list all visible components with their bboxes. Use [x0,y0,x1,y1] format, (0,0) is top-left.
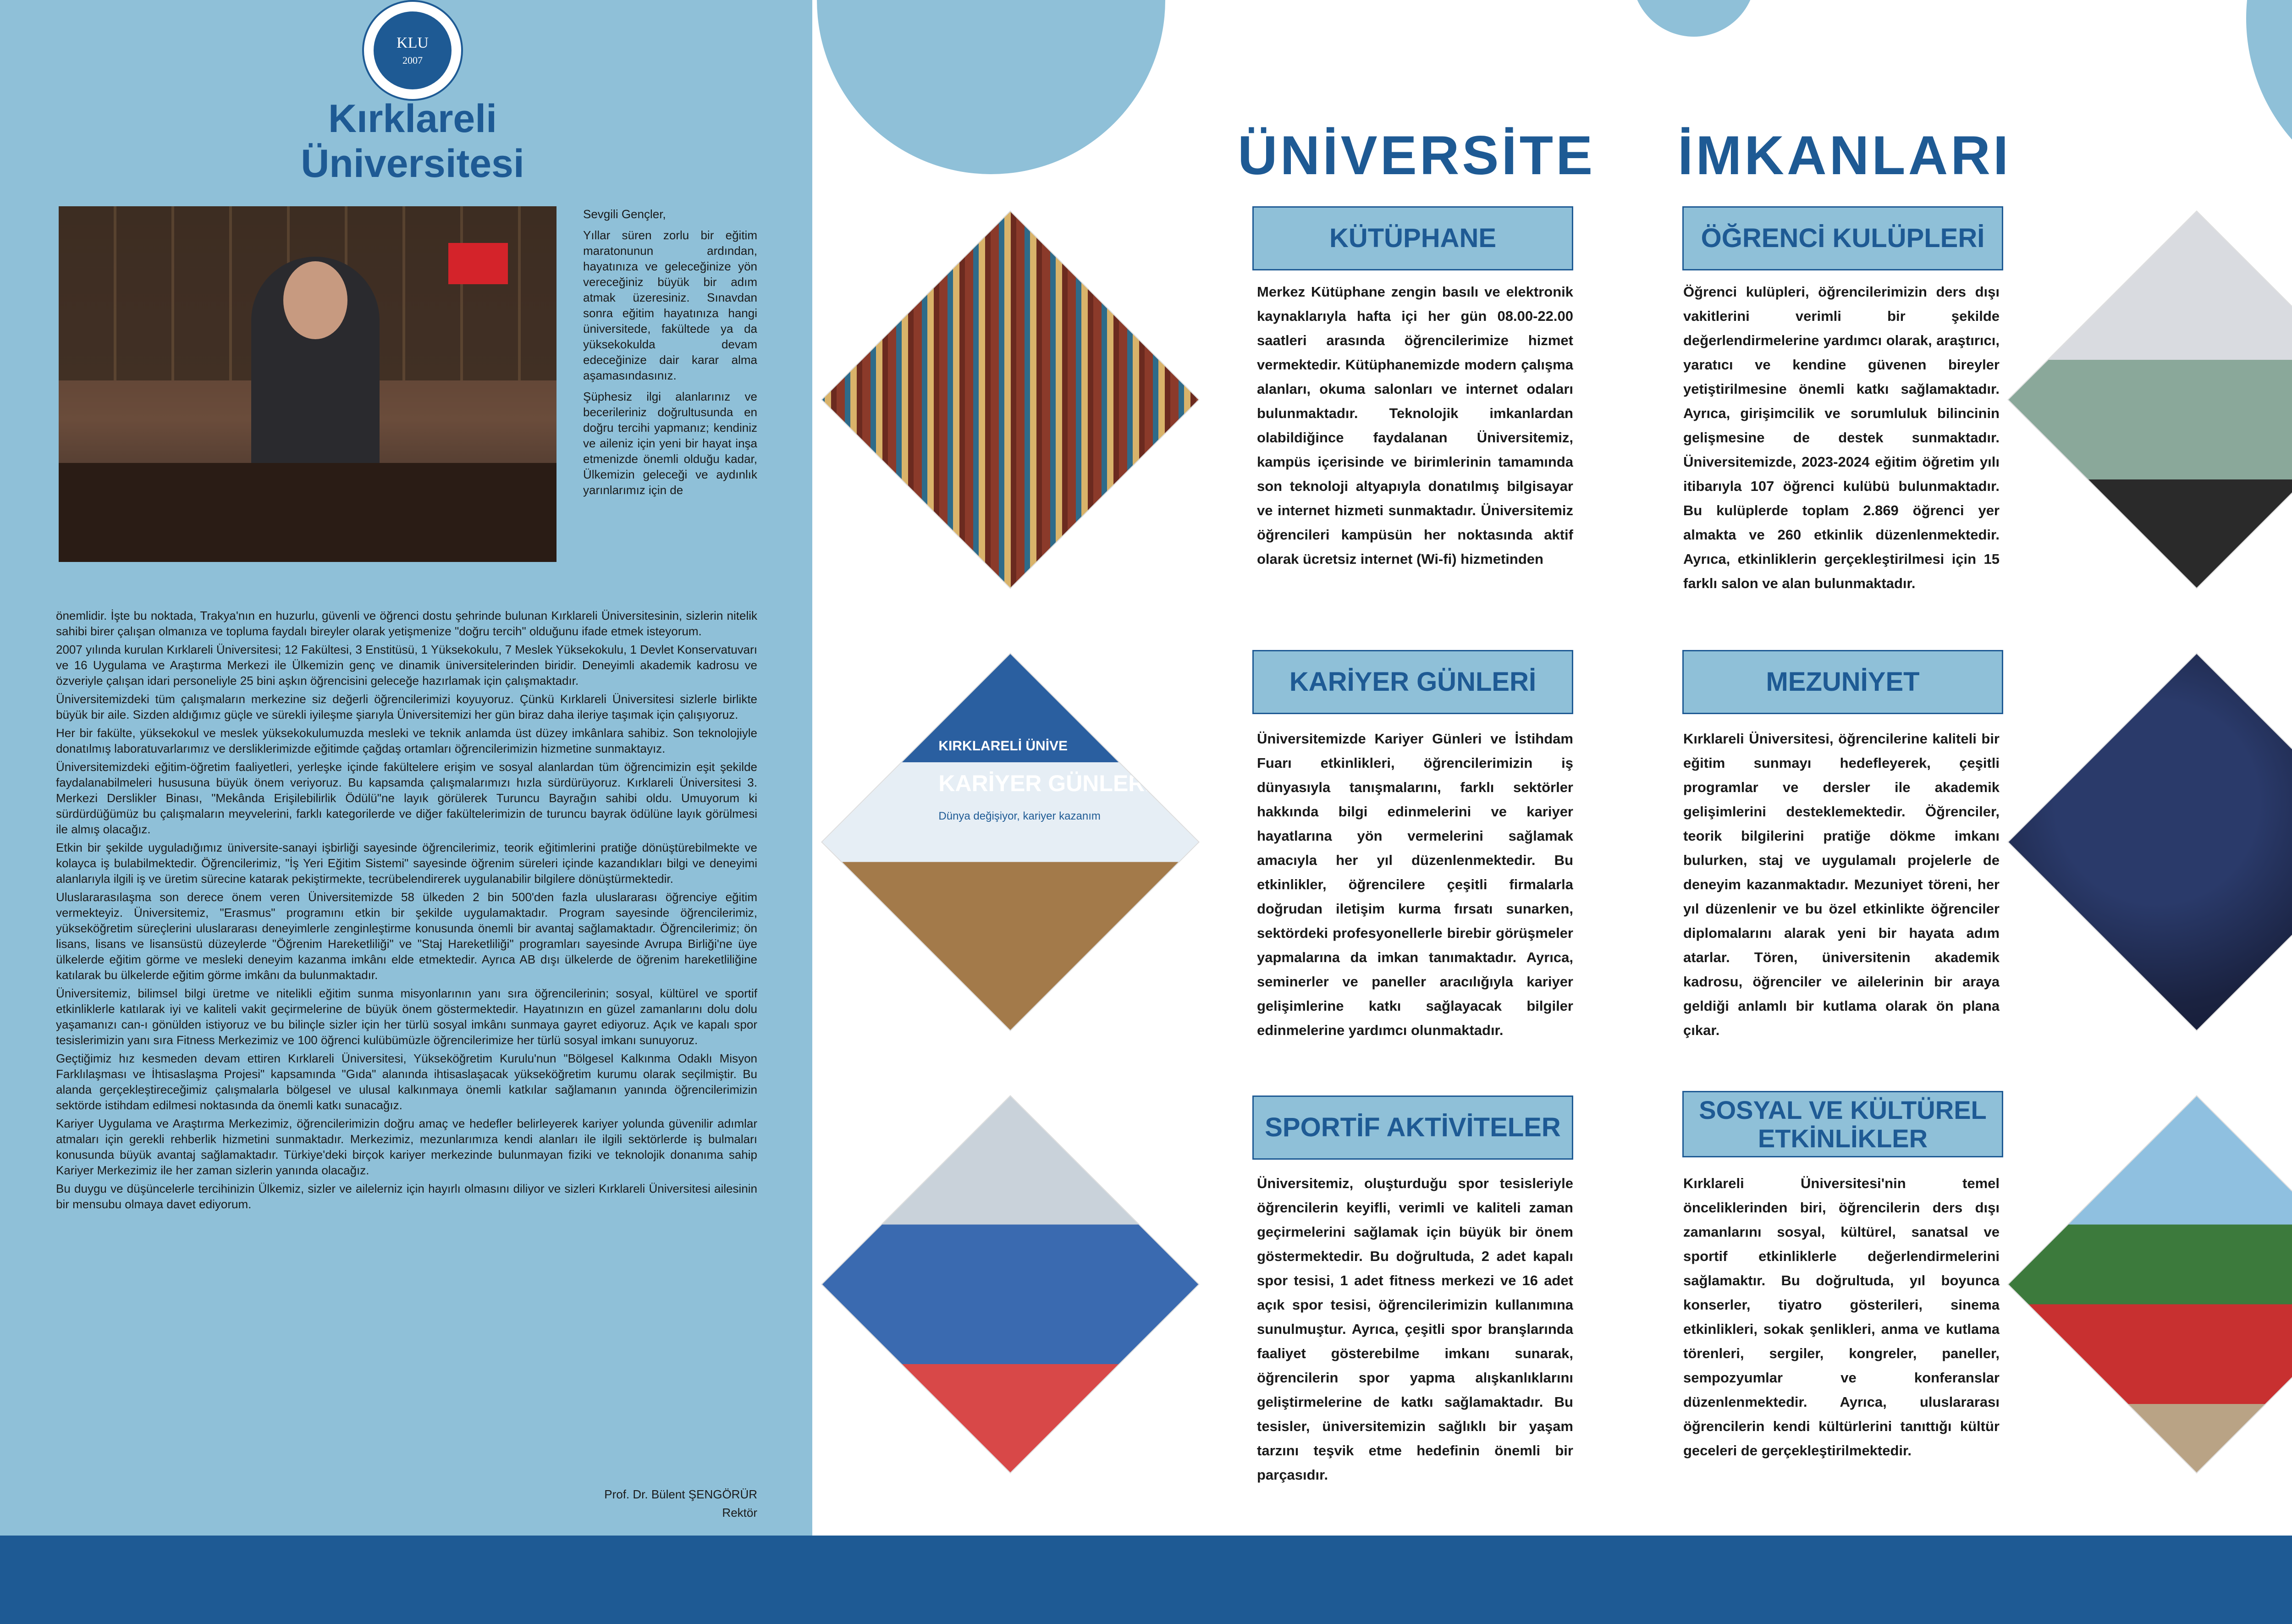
heading-universite: ÜNİVERSİTE [1238,125,1596,186]
letter-paragraph: önemlidir. İşte bu noktada, Trakya'nın en huzurlu, güvenli ve öğrenci dostu şehrinde bulunan Kırklareli Üniversitesinin, sizlerin nitelik sahibi birer çalışan olmanıza ve topluma faydalı bireyler olarak yetişmenize "doğru tercih" olduğunu ifade etmek isteyorum. [56,609,757,638]
letter-paragraph: Kariyer Uygulama ve Araştırma Merkezimiz, öğrencilerimizin doğru amaç ve hedefler belirleyerek kariyer yolunda güvenilir adımlar atmaları için gerekli rehberlik hizmetini sunmaktadır. Merkezimiz, mezunlarımıza kendi alanları ile ilgili sektörlerde iş bulmaları konusunda büyük avantaj sağlamaktadır. Türkiye'deki birçok kariyer merkezinde bulunmayan fiziki ve teknolojik donanıma sahip Kariyer Merkezimiz ile her zaman sizlerin yanında olacağız. [56,1117,757,1177]
decorative-circle [1632,0,1756,37]
section-text-sports: Üniversitemiz, oluşturduğu spor tesisleriyle öğrencilerin keyifli, verimli ve kaliteli zaman geçirmelerini sağlamak için büyük bir önem göstermektedir. Bu doğrultuda, 2 adet kapalı spor tesisi, 1 adet fitness merkezi ve 16 adet açık spor tesisi, öğrencilerimizin kullanımına sunulmuştur. Ayrıca, çeşitli spor branşlarında faaliyet gösterebilme imkanı sunarak, öğrencilerin spor yapma alışkanlıklarını geliştirmelerine de katkı sağlamaktadır. Bu tesisler, üniversitemizin sağlıklı bir yaşam tarzını teşvik etme hedefinin önemli bir parçasıdır. [1257,1175,1573,1483]
university-name-line2: Üniversitesi [301,142,524,186]
career-day-photo [821,653,1200,1031]
letter-paragraph: Üniversitemizdeki tüm çalışmaların merkezine siz değerli öğrencilerimizi koyuyoruz. Çünkü Kırklareli Üniversitesi sizlerle birlikte büyük bir aile. Sizden aldığımız güçle ve sürekli iyileşme şiarıyla Üniversitemizi her gün biraz daha ileriye taşımak için çalışıyoruz. [56,692,757,721]
section-title-social: SOSYAL VE KÜLTÜREL ETKİNLİKLER [1682,1091,2003,1157]
career-banner-university: KIRKLARELİ ÜNİVE [938,738,1068,754]
letter-main-text [56,608,757,1215]
rector-head [283,261,347,339]
section-title-graduation: MEZUNİYET [1682,650,2003,714]
letter-paragraph: Her bir fakülte, yüksekokul ve meslek yüksekokulumuzda mesleki ve teknik anlamda üst düzey imkânlara sahibiz. Son teknolojiyle donatılmış laboratuvarlarımız ve dersliklerimizde eğitimde çağdaş ortamları öğrencilerimizin hizmetine sunmaktayız. [56,726,757,755]
letter-paragraph: Geçtiğimiz hız kesmeden devam ettiren Kırklareli Üniversitesi, Yükseköğretim Kurulu'nun "Bölgesel Kalkınma Odaklı Misyon Farklılaşması ve İhtisaslaşma Projesi" kapsamında "Gıda" alanında ihtisaslaşacak yükseköğretim kurumu olarak seçilmiştir. Bu alanda gerçekleştireceğimiz çalışmalarla bölgesel ve ulusal kalkınmaya önemli katkılar sağlamanın yanında öğrencilerimizin sektörde istihdam edilmesi noktasında da önemli katkı sunacağız. [56,1051,757,1112]
letter-paragraph: Şüphesiz ilgi alanlarınız ve becerileriniz doğrultusunda en doğru tercihi yapmanız; kendiniz ve aileniz için yeni bir hayat inşa etmenizde önemli olduğu kadar, Ülkemizin geleceği ve aydınlık yarınlarımız için de [583,390,757,497]
logo-year: 2007 [402,55,423,66]
letter-paragraph: Yıllar süren zorlu bir eğitim maratonunun ardından, hayatınıza ve geleceğinize yön vereceğiniz büyük bir adım atmak üzeresiniz. Sınavdan sonra eğitim hayatınıza hangi üniversitede, fakültede ya da yüksekokulda devam edeceğinize dair karar alma aşamasındasınız. [583,228,757,382]
footer-band [0,1536,2292,1624]
section-text-graduation: Kırklareli Üniversitesi, öğrencilerine kaliteli bir eğitim sunmayı hedefleyerek, çeşitli programlar ve dersler ile akademik gelişimlerini desteklemektedir. Öğrenciler, teorik bilgilerini pratiğe dökme imkanı bulurken, staj ve uygulamalı projelerle de deneyim kazanmaktadır. Mezuniyet töreni, her yıl düzenlenir ve bu özel etkinlikte öğrenciler diplomalarını alarak yeni bir hayata adım atarlar. Tören, üniversitenin akademik kadrosu, öğrenciler ve ailelerinin bir araya geldiği anlamlı bir kutlama olarak ön plana çıkar. [1683,731,2000,1038]
student-clubs-photo [2007,210,2292,589]
career-banner-subtitle: Dünya değişiyor, kariyer kazanım [938,810,1101,823]
section-text-social: Kırklareli Üniversitesi'nin temel önceliklerinden biri, öğrencilerin ders dışı zamanlarını sosyal, kültürel, sanatsal ve sportif etkinliklerle değerlendirmelerini sağlamaktır. Bu doğrultuda, yıl boyunca konserler, tiyatro gösterileri, sinema etkinlikleri, sokak şenlikleri, anma ve kutlama törenleri, sergiler, kongreler, paneller, sempozyumlar ve konferanslar düzenlenmektedir. Ayrıca, uluslararası öğrencilerin kendi kültürlerini tanıttığı kültür geceleri de gerçekleştirilmektedir. [1683,1175,2000,1459]
university-name [257,96,568,186]
social-cultural-photo [2007,1095,2292,1474]
section-text-career: Üniversitemizde Kariyer Günleri ve İstihdam Fuarı etkinlikleri, öğrencilerimizin iş dünyasıyla tanışmalarını, farklı sektörler hakkında bilgi edinmelerini ve kariyer hayatlarına yön vermelerini sağlamak amacıyla her yıl düzenlenmektedir. Bu etkinlikler, öğrencilere çeşitli firmalarla doğrudan iletişim kurma fırsatı sunarken, sektördeki profesyonellerle birebir görüşmeler yapmalarına da imkan tanımaktadır. Ayrıca, seminerler ve paneller aracılığıyla kariyer gelişimlerine katkı sağlayacak bilgiler edinmelerine yardımcı olunmaktadır. [1257,731,1573,1038]
section-text-clubs: Öğrenci kulüpleri, öğrencilerimizin ders dışı vakitlerini verimli bir şekilde değerlendirmelerine yardımcı olarak, araştırıcı, yaratıcı ve kendine güvenen bireyler yetiştirilmesine önemli katkı sağlamaktadır. Ayrıca, girişimcilik ve sorumluluk bilincinin gelişmesine de destek sunmaktadır. Üniversitemizde, 2023-2024 eğitim öğretim yılı itibarıyla 107 öğrenci kulübü bulunmaktadır. Bu kulüplerde toplam 2.869 öğrenci yer almakta ve 260 etkinlik düzenlenmektedir. Ayrıca, etkinliklerin gerçekleştirilmesi için 15 farklı salon ve alan bulunmaktadır. [1683,284,2000,591]
letter-paragraph: Üniversitemiz, bilimsel bilgi üretme ve nitelikli eğitim sunma misyonlarının yanı sıra öğrencilerinin; sosyal, kültürel ve sportif etkinliklerle katılarak iyi ve kaliteli vakit geçirmelerine de büyük önem göstermektedir. Hayatınızın en güzel zamanlarını dolu dolu yaşamanızı can-ı gönülden istiyoruz ve bu bilinçle sizler için her türlü sosyal imkânı sunmaya gayret ediyoruz. Açık ve kapalı spor tesislerimizin yanı sıra Fitness Merkezimiz ve 100 öğrenci kulübümüzle öğrencilerimize her türlü sosyal imkanı sunuyoruz. [56,986,757,1047]
section-text-library: Merkez Kütüphane zengin basılı ve elektronik kaynaklarıyla hafta içi her gün 08.00-22.00 saatleri arasında öğrencilerimize hizmet vermektedir. Kütüphanemizde modern çalışma alanları, okuma salonları ve internet odaları bulunmaktadır. Teknolojik imkanlardan olabildiğince faydalanan Üniversitemiz, kampüs içerisinde ve birimlerinin tamamında son teknoloji altyapıyla donatılmış bilgisayar ve internet hizmeti sunmaktadır. Üniversitemiz öğrencileri kampüsün her noktasında aktif olarak ücretsiz internet (Wi-fi) hizmetinden [1257,284,1573,567]
letter-side-text [583,206,757,503]
heading-imkanlari: İMKANLARI [1678,125,2011,186]
university-name-line1: Kırklareli [328,97,497,141]
turkish-flag [448,243,508,284]
section-title-library: KÜTÜPHANE [1252,206,1573,270]
desk [59,463,556,562]
logo-emblem-text: KLU [397,34,429,51]
university-logo [362,0,463,101]
sports-photo [821,1095,1200,1474]
letter-paragraph: Etkin bir şekilde uyguladığımız üniversite-sanayi işbirliği sayesinde öğrencilerimiz, teorik eğitimlerini pratiğe dönüştürebilmekte ve kolayca iş bulabilmektedir. Öğrencilerimiz, "İş Yeri Eğitim Sistemi" sayesinde öğrenim süreleri içinde kazandıkları bilgi ve deneyimi alanlarıyla ilgili iş ve üretim sürecine katarak pekiştirmekte, tecrübelendirerek uygulanabilir bilgilere dönüştürmektedir. [56,841,757,886]
letter-paragraph: Üniversitemizdeki eğitim-öğretim faaliyetleri, yerleşke içinde fakültelere erişim ve sosyal alanlardan tüm öğrencimizin eşit şekilde faydalanabilmeleri hususuna büyük önem veriyoruz. Bu kapsamda çalışmalarımızı hızla sürdürüyoruz. Kırklareli Üniversitesi 3. Merkezi Derslikler Binası, "Mekânda Erişilebilirlik Ödülü"ne layık görülerek Turuncu Bayrağın sahibi oldu. Umuyorum ki sürdürdüğümüz bu çalışmaların meyvelerini, farklı kategorilerde ve diğer fakültelerimizin de turuncu bayrak ödülüne layık görülmesi ile almış olacağız. [56,760,757,836]
signature-block [504,1485,757,1522]
library-photo [821,210,1200,589]
section-title-sports: SPORTİF AKTİVİTELER [1252,1096,1573,1160]
letter-paragraph: Uluslararasılaşma son derece önem veren Üniversitemizde 58 ülkeden 2 bin 500'den fazla uluslararası öğrenciye eğitim vermekteyiz. Üniversitemiz, "Erasmus" programını etkin bir şekilde uygulamaktadır. Program sayesinde öğrencilerimiz, yükseköğretim süreçlerini uluslararası deneyimlerle zenginleştirme konusunda önemli bir avantaj sağlamaktadır. Öğrencilerimiz; ön lisans, lisans ve lisansüstü düzeylerde "Öğrenim Hareketliliği" ve "Staj Hareketliliği" programları sayesinde Avrupa Birliği'ne üye ülkelerde eğitim görme ve mesleki deneyim kazanma imkânı elde etmektedir. Ayrıca AB dışı ülkelerde de öğrenim hareketliliğine katılarak bu ülkelerde eğitim görme imkânı da bulunmaktadır. [56,890,757,982]
decorative-circle [2246,0,2292,202]
signature-name: Prof. Dr. Bülent ŞENGÖRÜR [604,1487,757,1501]
letter-paragraph: 2007 yılında kurulan Kırklareli Üniversitesi; 12 Fakültesi, 3 Enstitüsü, 1 Yüksekokulu, 7 Meslek Yüksekokulu, 1 Devlet Konservatuvarı ve 16 Uygulama ve Araştırma Merkezi ile Ülkemizin genç ve dinamik üniversitelerinden biridir. Deneyimli akademik kadrosu ve özveriyle çalışan idari personeliyle 25 bini aşkın öğrencisini geleceğe hazırlamak için çalışmaktadır. [56,643,757,688]
section-title-clubs: ÖĞRENCİ KULÜPLERİ [1682,206,2003,270]
signature-title: Rektör [722,1506,757,1519]
decorative-circle [817,0,1165,174]
rector-photo [59,206,556,562]
section-title-career: KARİYER GÜNLERİ [1252,650,1573,714]
letter-paragraph: Bu duygu ve düşüncelerle tercihinizin Ülkemiz, sizler ve ailelerniz için hayırlı olmasını diliyor ve sizleri Kırklareli Üniversitesi ailesinin bir mensubu olmaya davet ediyorum. [56,1182,757,1211]
career-banner-text: KARİYER GÜNLERİ [938,771,1152,797]
letter-greeting: Sevgili Gençler, [583,207,666,221]
graduation-photo [2007,653,2292,1031]
